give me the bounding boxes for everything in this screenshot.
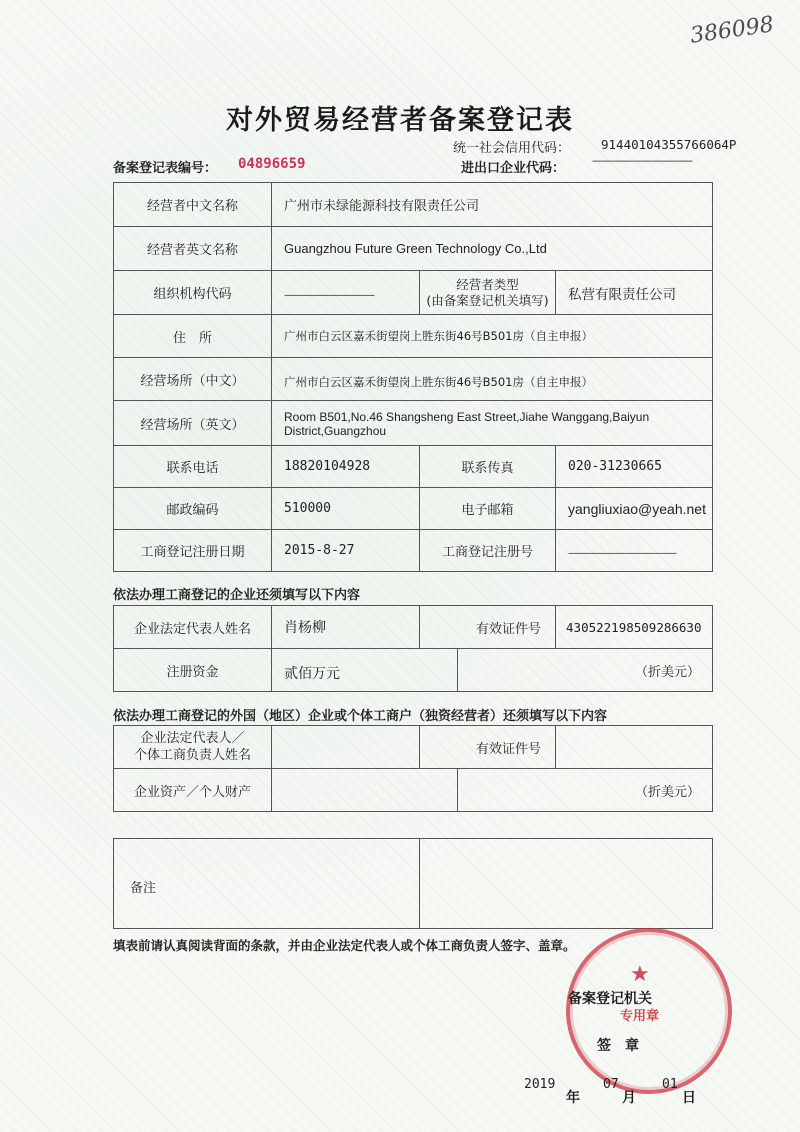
biz-addr-cn-value: 广州市白云区嘉禾街望岗上胜东街46号B501房（自主申报） xyxy=(272,358,713,401)
row-foreign-rep xyxy=(114,726,713,769)
seal-star-icon: ★ xyxy=(630,962,650,987)
foreign-rep-id-label: 有效证件号 xyxy=(420,726,556,769)
address-label: 住 所 xyxy=(114,315,272,358)
foreign-rep-label xyxy=(114,726,272,769)
assets-value xyxy=(272,769,458,812)
reg-no-value: 04896659 xyxy=(238,156,306,172)
row-reg-date xyxy=(114,530,713,572)
assets-label: 企业资产／个人财产 xyxy=(114,769,272,812)
date-month: 07 xyxy=(603,1077,619,1092)
date-day: 01 xyxy=(662,1077,678,1092)
date-year-unit: 年 xyxy=(566,1090,580,1106)
fax-value: 020-31230665 xyxy=(556,446,713,488)
biz-reg-no-value: ———————————— xyxy=(556,530,713,572)
row-postcode xyxy=(114,488,713,530)
row-legal-rep xyxy=(114,606,713,649)
row-cn-name xyxy=(114,183,713,227)
cn-name-value: 广州市未绿能源科技有限责任公司 xyxy=(272,183,713,227)
capital-label: 注册资金 xyxy=(114,649,272,692)
email-value: yangliuxiao@yeah.net xyxy=(556,488,713,530)
row-biz-addr-en xyxy=(114,401,713,446)
row-assets xyxy=(114,769,713,812)
section1-heading: 依法办理工商登记的企业还须填写以下内容 xyxy=(113,588,361,603)
reg-date-value: 2015-8-27 xyxy=(272,530,420,572)
page-title: 对外贸易经营者备案登记表 xyxy=(226,105,574,136)
phone-value: 18820104928 xyxy=(272,446,420,488)
seal-text: 专用章 xyxy=(620,1009,660,1024)
cn-name-label: 经营者中文名称 xyxy=(114,183,272,227)
foreign-rep-label-line2: 个体工商负责人姓名 xyxy=(133,748,251,763)
ie-code-label: 进出口企业代码： xyxy=(461,161,566,176)
remarks-label: 备注 xyxy=(114,839,420,929)
reg-date-label: 工商登记注册日期 xyxy=(114,530,272,572)
date-year: 2019 xyxy=(524,1077,556,1092)
foreign-rep-value xyxy=(272,726,420,769)
row-biz-addr-cn xyxy=(114,358,713,401)
sign-label: 签 章 xyxy=(597,1038,639,1054)
legal-rep-value: 肖杨柳 xyxy=(272,606,420,649)
foreign-rep-label-line1: 企业法定代表人／ xyxy=(140,731,245,746)
phone-label: 联系电话 xyxy=(114,446,272,488)
section2-table xyxy=(113,725,713,812)
email-label: 电子邮箱 xyxy=(420,488,556,530)
legal-rep-id-label: 有效证件号 xyxy=(420,606,556,649)
row-org-code xyxy=(114,271,713,315)
section1-table xyxy=(113,605,713,692)
ie-code-value: —————————— xyxy=(592,154,692,167)
legal-rep-id-value: 430522198509286630 xyxy=(556,606,713,649)
operator-type-label xyxy=(420,271,556,315)
capital-usd-note: （折美元） xyxy=(458,649,713,692)
org-code-label: 组织机构代码 xyxy=(114,271,272,315)
biz-addr-cn-label: 经营场所（中文） xyxy=(114,358,272,401)
postcode-label: 邮政编码 xyxy=(114,488,272,530)
operator-type-label-line2: (由备案登记机关填写) xyxy=(426,292,549,308)
row-remarks xyxy=(114,839,713,929)
row-capital xyxy=(114,649,713,692)
row-address xyxy=(114,315,713,358)
date-day-unit: 日 xyxy=(682,1090,696,1106)
row-en-name xyxy=(114,227,713,271)
en-name-value: Guangzhou Future Green Technology Co.,Ltd xyxy=(272,227,713,271)
foreign-rep-id-value xyxy=(556,726,713,769)
postcode-value: 510000 xyxy=(272,488,420,530)
reg-no-label: 备案登记表编号： xyxy=(113,161,218,176)
credit-code-value: 91440104355766064P xyxy=(601,137,737,152)
operator-type-label-line1: 经营者类型 xyxy=(456,276,519,292)
remarks-table xyxy=(113,838,713,929)
biz-reg-no-label: 工商登记注册号 xyxy=(420,530,556,572)
biz-addr-en-value: Room B501,No.46 Shangsheng East Street,Jiahe Wanggang,Baiyun District,Guangzhou xyxy=(272,401,713,446)
section2-heading: 依法办理工商登记的外国（地区）企业或个体工商户（独资经营者）还须填写以下内容 xyxy=(113,709,608,724)
handwritten-note: 386098 xyxy=(688,12,776,49)
capital-value: 贰佰万元 xyxy=(272,649,458,692)
assets-usd-note: （折美元） xyxy=(458,769,713,812)
fax-label: 联系传真 xyxy=(420,446,556,488)
org-code-value: —————————— xyxy=(272,271,420,315)
row-phone xyxy=(114,446,713,488)
operator-type-value: 私营有限责任公司 xyxy=(556,271,713,315)
main-form-table xyxy=(113,182,713,572)
biz-addr-en-label: 经营场所（英文） xyxy=(114,401,272,446)
authority-label: 备案登记机关 xyxy=(568,991,652,1007)
date-month-unit: 月 xyxy=(622,1090,636,1106)
legal-rep-label: 企业法定代表人姓名 xyxy=(114,606,272,649)
footer-instruction: 填表前请认真阅读背面的条款，并由企业法定代表人或个体工商负责人签字、盖章。 xyxy=(113,938,576,953)
en-name-label: 经营者英文名称 xyxy=(114,227,272,271)
remarks-value xyxy=(420,839,713,929)
address-value: 广州市白云区嘉禾街望岗上胜东街46号B501房（自主申报） xyxy=(272,315,713,358)
credit-code-label: 统一社会信用代码： xyxy=(453,141,571,156)
